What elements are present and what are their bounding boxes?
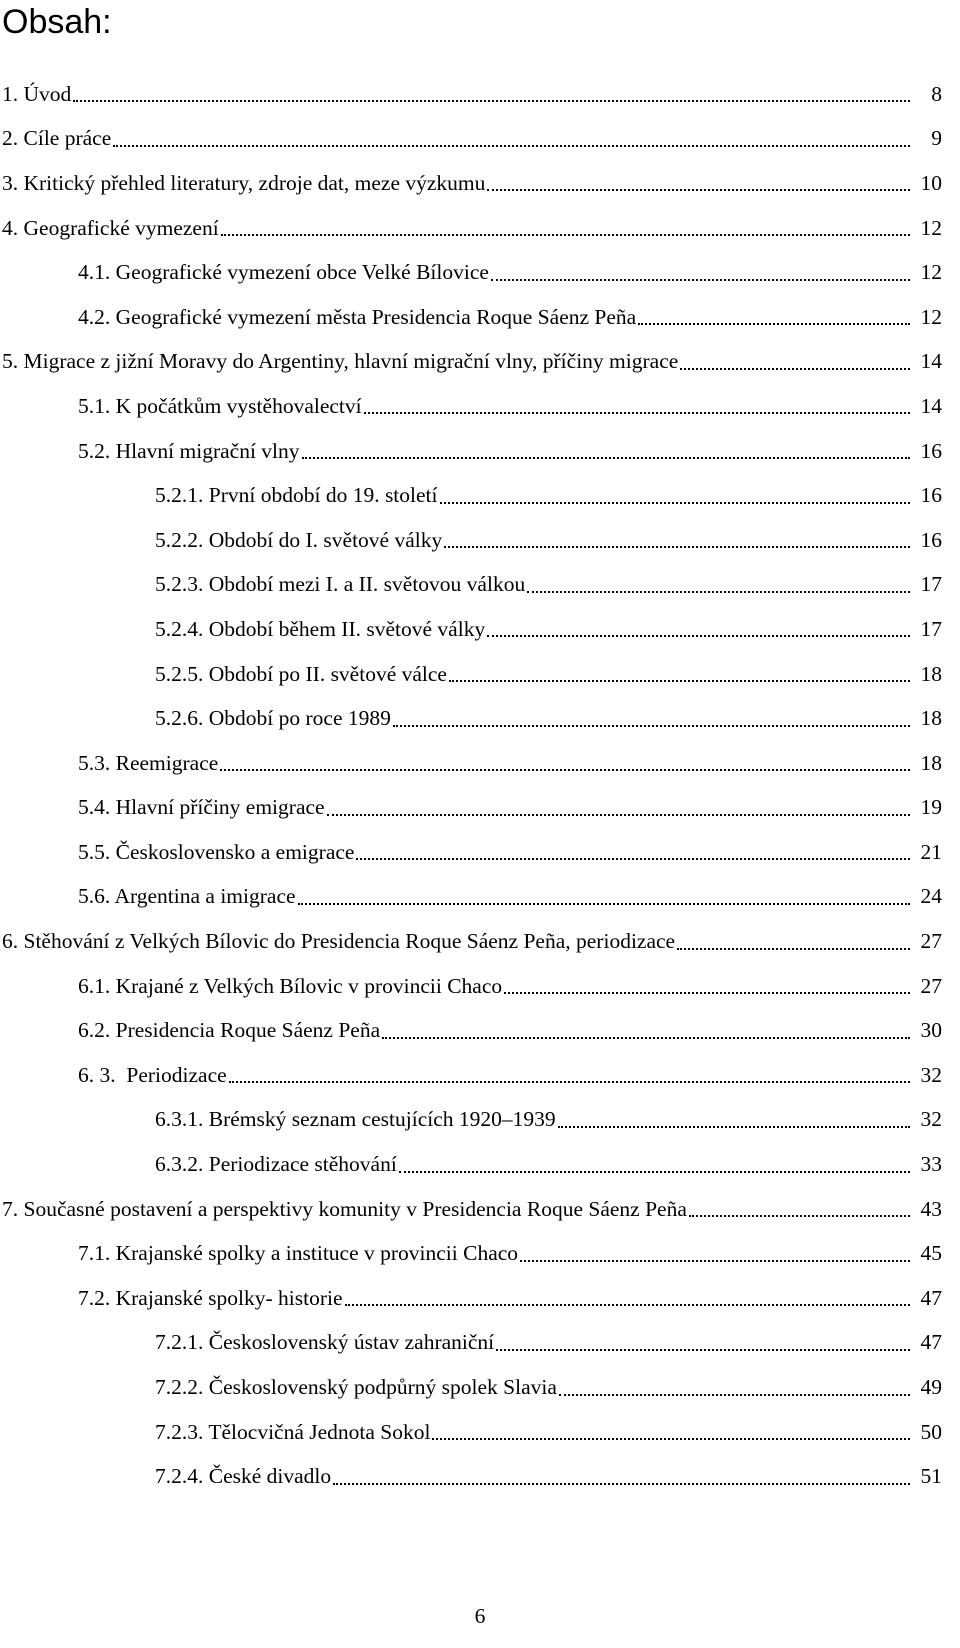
toc-entry[interactable]: [0, 786, 960, 831]
dot-leader: [677, 948, 910, 950]
dot-leader: [364, 412, 910, 414]
toc-entry-number: 6.1.: [78, 973, 111, 998]
dot-leader: [680, 368, 910, 370]
toc-entry-page: 12: [920, 304, 942, 329]
toc-entry-page: 45: [920, 1241, 942, 1266]
toc-entry-page: 14: [920, 393, 942, 418]
toc-entry-page: 12: [920, 260, 942, 285]
toc-entry-title: [78, 751, 218, 776]
toc-entry-title: [2, 82, 71, 107]
toc-entry-number: 4.: [2, 215, 19, 240]
toc-entry-text: České divadlo: [208, 1464, 332, 1489]
toc-entry-title: [2, 126, 111, 151]
toc-entry-text: Reemigrace: [115, 750, 219, 775]
page-number: 6: [474, 1604, 486, 1628]
toc-entry-page: 51: [920, 1464, 942, 1489]
toc-entry-title: [78, 1018, 380, 1043]
dot-leader: [229, 1081, 910, 1083]
toc-entry[interactable]: [0, 964, 960, 1009]
toc-entry-number: 6.3.2.: [155, 1152, 204, 1177]
toc-entry-text: Období do I. světové války: [208, 527, 443, 552]
dot-leader: [449, 680, 910, 682]
toc-entry-text: Období během II. světové války: [208, 616, 486, 641]
toc-entry-title: [2, 171, 485, 196]
toc-entry-title: [2, 349, 678, 374]
toc-entry-number: 7.2.1.: [155, 1330, 204, 1355]
toc-entry-text: Období po roce 1989: [208, 706, 391, 731]
toc-entry-text: Periodizace: [126, 1062, 227, 1087]
dot-leader: [638, 323, 910, 325]
dot-leader: [327, 814, 910, 816]
toc-entry-title: [78, 1286, 343, 1311]
toc-entry-text: První období do 19. století: [208, 483, 438, 508]
toc-entry[interactable]: [0, 1187, 960, 1232]
toc-entry-text: Krajané z Velkých Bílovic v provincii Chaco: [115, 973, 503, 998]
toc-entry-text: Kritický přehled literatury, zdroje dat, meze výzkumu: [23, 170, 486, 195]
toc-entry-number: 7.2.3.: [155, 1419, 204, 1444]
toc-entry-text: Hlavní migrační vlny: [115, 438, 300, 463]
toc-entry-page: 33: [920, 1152, 942, 1177]
dot-leader: [689, 1215, 910, 1217]
dot-leader: [487, 189, 910, 191]
dot-leader: [220, 769, 910, 771]
toc-entry-number: 6. 3.: [78, 1062, 121, 1087]
toc-entry-text: Tělocvičná Jednota Sokol: [208, 1419, 431, 1444]
toc-entry-text: Cíle práce: [23, 126, 112, 151]
toc-entry[interactable]: [0, 117, 960, 162]
toc-entry-text: Presidencia Roque Sáenz Peña: [115, 1018, 381, 1043]
toc-entry-title: [78, 439, 300, 464]
toc-entry-title: [155, 483, 438, 508]
toc-entry-title: [155, 528, 442, 553]
dot-leader: [558, 1126, 910, 1128]
toc-entry-title: [78, 260, 489, 285]
toc-entry-number: 7.2.: [78, 1285, 111, 1310]
toc-entry-text: Brémský seznam cestujících 1920–1939: [208, 1107, 556, 1132]
toc-entry[interactable]: [0, 72, 960, 117]
toc-entry-page: 16: [920, 483, 942, 508]
toc-entry-number: 5.5.: [78, 839, 111, 864]
toc-entry-title: [78, 1063, 227, 1088]
dot-leader: [491, 279, 910, 281]
toc-entry-page: 27: [920, 973, 942, 998]
toc-entry-page: 10: [920, 170, 942, 195]
toc-entry-text: Geografické vymezení: [23, 215, 219, 240]
toc-entry[interactable]: [0, 1098, 960, 1143]
toc-entry-text: Současné postavení a perspektivy komunity v Presidencia Roque Sáenz Peña: [23, 1196, 687, 1221]
toc-entry[interactable]: [0, 473, 960, 518]
toc-entry[interactable]: [0, 1454, 960, 1499]
dot-leader: [382, 1037, 910, 1039]
toc-entry-page: 18: [920, 750, 942, 775]
toc-entry-title: [78, 305, 636, 330]
toc-entry-number: 5.3.: [78, 750, 111, 775]
toc-entry-page: 9: [931, 126, 942, 151]
toc-entry-page: 18: [920, 661, 942, 686]
toc-entry[interactable]: [0, 1321, 960, 1366]
toc-entry-number: 5.4.: [78, 795, 111, 820]
toc-entry-text: Stěhování z Velkých Bílovic do Presidencia Roque Sáenz Peña, periodizace: [23, 929, 676, 954]
toc-entry-number: 5.2.3.: [155, 572, 204, 597]
toc-entry-page: 12: [920, 215, 942, 240]
toc-entry[interactable]: [0, 875, 960, 920]
toc-entry[interactable]: [0, 1410, 960, 1455]
dot-leader: [113, 145, 910, 147]
toc-entry[interactable]: [0, 384, 960, 429]
toc-entry[interactable]: [0, 1231, 960, 1276]
toc-entry-page: 16: [920, 527, 942, 552]
dot-leader: [356, 858, 910, 860]
toc-entry-number: 1.: [2, 81, 19, 106]
toc-entry[interactable]: [0, 340, 960, 385]
toc-entry-title: [155, 617, 485, 642]
dot-leader: [504, 992, 910, 994]
toc-entry-page: 16: [920, 438, 942, 463]
toc-entry-number: 6.3.1.: [155, 1107, 204, 1132]
toc-entry-title: [2, 1197, 687, 1222]
toc-entry-number: 4.1.: [78, 260, 111, 285]
toc-entry-title: [155, 662, 447, 687]
toc-entry[interactable]: [0, 206, 960, 251]
toc-entry-page: 17: [920, 616, 942, 641]
toc-entry-number: 5.1.: [78, 393, 111, 418]
toc-entry-number: 5.2.4.: [155, 616, 204, 641]
toc-entry-number: 5.6.: [78, 884, 111, 909]
toc-entry[interactable]: [0, 830, 960, 875]
toc-entry-number: 4.2.: [78, 304, 111, 329]
page-title: Obsah:: [2, 3, 112, 41]
toc-entry-number: 6.: [2, 929, 19, 954]
toc-entry-title: [155, 1107, 556, 1132]
toc-entry[interactable]: [0, 161, 960, 206]
toc-entry-number: 5.: [2, 349, 19, 374]
toc-entry-title: [155, 1464, 331, 1489]
toc-entry-text: Úvod: [23, 81, 72, 106]
toc-entry-page: 32: [920, 1062, 942, 1087]
toc-entry-title: [78, 884, 296, 909]
toc-entry-page: 17: [920, 572, 942, 597]
toc-entry-number: 7.2.2.: [155, 1375, 204, 1400]
toc-entry-page: 49: [920, 1375, 942, 1400]
dot-leader: [393, 725, 910, 727]
dot-leader: [444, 546, 910, 548]
toc-entry-text: Krajanské spolky a instituce v provincii Chaco: [115, 1241, 519, 1266]
toc-entry-text: Krajanské spolky- historie: [115, 1285, 343, 1310]
toc-entry-page: 47: [920, 1285, 942, 1310]
toc-entry-number: 5.2.: [78, 438, 111, 463]
toc-entry[interactable]: [0, 250, 960, 295]
toc-entry-text: Období po II. světové válce: [208, 661, 447, 686]
toc-entry-text: Československý ústav zahraniční: [208, 1330, 495, 1355]
dot-leader: [221, 234, 910, 236]
toc-entry-number: 6.2.: [78, 1018, 111, 1043]
dot-leader: [559, 1394, 910, 1396]
dot-leader: [399, 1171, 910, 1173]
toc-entry-title: [78, 795, 325, 820]
toc-entry-text: Československo a emigrace: [115, 839, 355, 864]
toc-entry-text: Hlavní příčiny emigrace: [115, 795, 325, 820]
toc-entry-title: [2, 929, 675, 954]
toc-entry[interactable]: [0, 429, 960, 474]
dot-leader: [345, 1304, 910, 1306]
toc-entry-number: 5.2.5.: [155, 661, 204, 686]
dot-leader: [302, 457, 910, 459]
toc-entry-title: [78, 974, 502, 999]
dot-leader: [487, 635, 910, 637]
toc-entry-title: [2, 216, 219, 241]
toc-entry-number: 7.2.4.: [155, 1464, 204, 1489]
toc-entry-page: 50: [920, 1419, 942, 1444]
toc-entry[interactable]: [0, 1276, 960, 1321]
toc-entry-text: Období mezi I. a II. světovou válkou: [208, 572, 526, 597]
toc-entry-title: [155, 1375, 557, 1400]
toc-entry-title: [155, 1330, 494, 1355]
dot-leader: [298, 903, 910, 905]
toc-entry-page: 21: [920, 839, 942, 864]
toc-entry-number: 7.1.: [78, 1241, 111, 1266]
toc-entry-number: 3.: [2, 170, 19, 195]
toc-entry[interactable]: [0, 1053, 960, 1098]
toc-entry-title: [155, 706, 391, 731]
toc-entry-title: [155, 572, 525, 597]
table-of-contents: [0, 72, 960, 1499]
toc-entry[interactable]: [0, 1008, 960, 1053]
toc-entry-page: 19: [920, 795, 942, 820]
toc-entry-text: Migrace z jižní Moravy do Argentiny, hlavní migrační vlny, příčiny migrace: [23, 349, 679, 374]
toc-entry-title: [78, 840, 354, 865]
toc-entry[interactable]: [0, 295, 960, 340]
toc-entry-text: Geografické vymezení obce Velké Bílovice: [115, 260, 489, 285]
toc-entry-text: Argentina a imigrace: [114, 884, 296, 909]
toc-entry[interactable]: [0, 563, 960, 608]
toc-entry-page: 43: [920, 1196, 942, 1221]
toc-entry[interactable]: [0, 518, 960, 563]
dot-leader: [333, 1483, 910, 1485]
toc-entry-page: 47: [920, 1330, 942, 1355]
toc-entry-number: 5.2.6.: [155, 706, 204, 731]
toc-entry-number: 7.: [2, 1196, 19, 1221]
toc-entry[interactable]: [0, 1365, 960, 1410]
toc-entry-page: 18: [920, 706, 942, 731]
dot-leader: [73, 100, 910, 102]
toc-entry[interactable]: [0, 652, 960, 697]
toc-entry[interactable]: [0, 741, 960, 786]
toc-entry-page: 24: [920, 884, 942, 909]
dot-leader: [496, 1349, 910, 1351]
toc-entry-number: 2.: [2, 126, 19, 151]
toc-entry[interactable]: [0, 1142, 960, 1187]
dot-leader: [432, 1438, 910, 1440]
dot-leader: [527, 591, 910, 593]
toc-entry[interactable]: [0, 696, 960, 741]
toc-entry-text: Geografické vymezení města Presidencia Roque Sáenz Peña: [115, 304, 637, 329]
toc-entry-title: [155, 1420, 430, 1445]
toc-entry-text: K počátkům vystěhovalectví: [115, 393, 362, 418]
toc-entry[interactable]: [0, 607, 960, 652]
toc-entry-page: 30: [920, 1018, 942, 1043]
toc-entry-title: [155, 1152, 397, 1177]
toc-entry-page: 14: [920, 349, 942, 374]
toc-entry[interactable]: [0, 919, 960, 964]
toc-entry-number: 5.2.2.: [155, 527, 204, 552]
toc-entry-text: Československý podpůrný spolek Slavia: [208, 1375, 557, 1400]
dot-leader: [520, 1260, 910, 1262]
toc-entry-page: 8: [931, 81, 942, 106]
dot-leader: [440, 502, 911, 504]
toc-entry-title: [78, 1241, 518, 1266]
toc-entry-page: 27: [920, 929, 942, 954]
toc-entry-number: 5.2.1.: [155, 483, 204, 508]
toc-entry-title: [78, 394, 362, 419]
toc-entry-page: 32: [920, 1107, 942, 1132]
toc-entry-text: Periodizace stěhování: [208, 1152, 397, 1177]
